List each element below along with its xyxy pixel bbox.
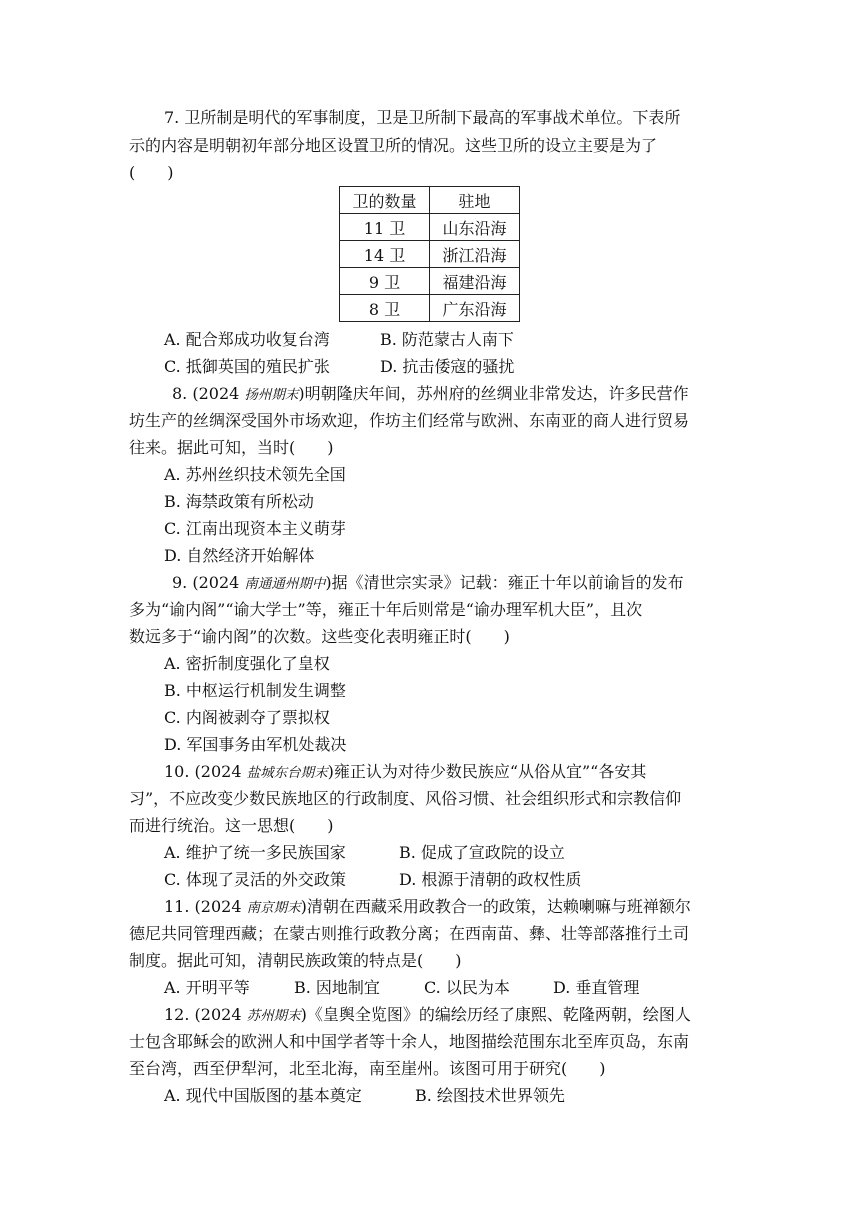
table-cell: 浙江沿海	[430, 241, 520, 268]
q11-option-c: C. 以民为本	[424, 978, 510, 997]
table-cell: 山东沿海	[430, 214, 520, 241]
q7-stem-line2: 示的内容是明朝初年部分地区设置卫所的情况。这些卫所的设立主要是为了	[129, 136, 658, 155]
q8-option-d: D. 自然经济开始解体	[164, 546, 315, 565]
q12-number: 12. (2024	[164, 1005, 247, 1024]
q10-option-a: A. 维护了统一多民族国家	[164, 843, 346, 862]
q8-stem-line1	[172, 383, 689, 406]
q11-option-a: A. 开明平等	[164, 978, 250, 997]
table-row	[340, 268, 520, 295]
table-header-row	[340, 187, 520, 214]
table-cell: 14 卫	[340, 241, 430, 268]
q9-option-b: B. 中枢运行机制发生调整	[164, 681, 346, 700]
table-row	[340, 295, 520, 322]
q8-stem-line2: 坊生产的丝绸深受国外市场欢迎，作坊主们经常与欧洲、东南亚的商人进行贸易	[129, 411, 690, 430]
q9-option-d: D. 军国事务由军机处裁决	[164, 735, 347, 754]
table-cell: 9 卫	[340, 268, 430, 295]
q9-stem-line3: 数远多于“谕内阁”的次数。这些变化表明雍正时( )	[129, 627, 510, 646]
q12-stem-line2: 士包含耶稣会的欧洲人和中国学者等十余人，地图描绘范围东北至库页岛，东南	[129, 1032, 690, 1051]
q12-option-a: A. 现代中国版图的基本奠定	[164, 1086, 362, 1105]
q8-option-c: C. 江南出现资本主义萌芽	[164, 519, 346, 538]
q10-stem-line2: 习”，不应改变少数民族地区的行政制度、风俗习惯、社会组织形式和宗教信仰	[129, 789, 682, 808]
q7-table	[339, 186, 520, 322]
q10-option-b: B. 促成了宣政院的设立	[399, 843, 565, 862]
q12-stem-text: )《皇舆全览图》的编绘历经了康熙、乾隆两朝，绘图人	[300, 1005, 691, 1024]
q12-stem-line3: 至台湾，西至伊犁河，北至北海，南至崖州。该图可用于研究( )	[129, 1059, 606, 1078]
q9-option-a: A. 密折制度强化了皇权	[164, 654, 330, 673]
table-cell: 福建沿海	[430, 268, 520, 295]
table-cell: 广东沿海	[430, 295, 520, 322]
q10-number: 10. (2024	[164, 762, 247, 781]
q10-stem-text: )雍正认为对待少数民族应“从俗从宜”“各安其	[327, 762, 647, 781]
q12-stem-line1	[164, 1004, 691, 1027]
q7-stem-line1: 7. 卫所制是明代的军事制度，卫是卫所制下最高的军事战术单位。下表所	[164, 108, 681, 127]
q8-stem-line3: 往来。据此可知，当时( )	[129, 438, 334, 457]
q11-source: 南京期末	[246, 900, 301, 916]
q11-stem-line3: 制度。据此可知，清朝民族政策的特点是( )	[129, 951, 462, 970]
q9-number: 9. (2024	[172, 573, 245, 592]
q11-stem-line1	[164, 896, 691, 919]
table-row	[340, 241, 520, 268]
q9-stem-line1	[172, 572, 684, 595]
q10-stem-line3: 而进行统治。这一思想( )	[129, 816, 334, 835]
q9-stem-line2: 多为“谕内阁”“谕大学士”等，雍正十年后则常是“谕办理军机大臣”，且次	[129, 600, 643, 619]
q7-answer-blank: ( )	[129, 163, 174, 182]
q9-source: 南通通州期中	[244, 576, 326, 592]
q11-stem-text: )清朝在西藏采用政教合一的政策，达赖喇嘛与班禅额尔	[300, 897, 691, 916]
q8-option-b: B. 海禁政策有所松动	[164, 492, 314, 511]
q10-stem-line1	[164, 761, 646, 784]
q7-option-b: B. 防范蒙古人南下	[380, 330, 514, 349]
q8-number: 8. (2024	[172, 384, 245, 403]
q11-number: 11. (2024	[164, 897, 247, 916]
q8-source: 扬州期末	[244, 387, 299, 403]
q12-option-b: B. 绘图技术世界领先	[415, 1086, 565, 1105]
q9-option-c: C. 内阁被剥夺了票拟权	[164, 708, 330, 727]
q11-option-b: B. 因地制宜	[294, 978, 380, 997]
table-cell: 11 卫	[340, 214, 430, 241]
q8-stem-text: )明朝隆庆年间，苏州府的丝绸业非常发达，许多民营作	[298, 384, 689, 403]
q10-option-c: C. 体现了灵活的外交政策	[164, 870, 346, 889]
table-cell: 8 卫	[340, 295, 430, 322]
q10-option-d: D. 根源于清朝的政权性质	[399, 870, 582, 889]
q7-option-d: D. 抗击倭寇的骚扰	[380, 357, 515, 376]
q7-option-c: C. 抵御英国的殖民扩张	[164, 357, 330, 376]
q11-option-d: D. 垂直管理	[553, 978, 640, 997]
q11-stem-line2: 德尼共同管理西藏；在蒙古则推行政教分离；在西南苗、彝、壮等部落推行土司	[129, 924, 690, 943]
q9-stem-text: )据《清世宗实录》记载：雍正十年以前谕旨的发布	[325, 573, 684, 592]
q7-option-a: A. 配合郑成功收复台湾	[164, 330, 330, 349]
q10-source: 盐城东台期末	[246, 765, 328, 781]
q8-option-a: A. 苏州丝织技术领先全国	[164, 465, 346, 484]
table-row	[340, 214, 520, 241]
q12-source: 苏州期末	[246, 1008, 301, 1024]
table-header-cell: 卫的数量	[340, 187, 430, 214]
table-header-cell: 驻地	[430, 187, 520, 214]
